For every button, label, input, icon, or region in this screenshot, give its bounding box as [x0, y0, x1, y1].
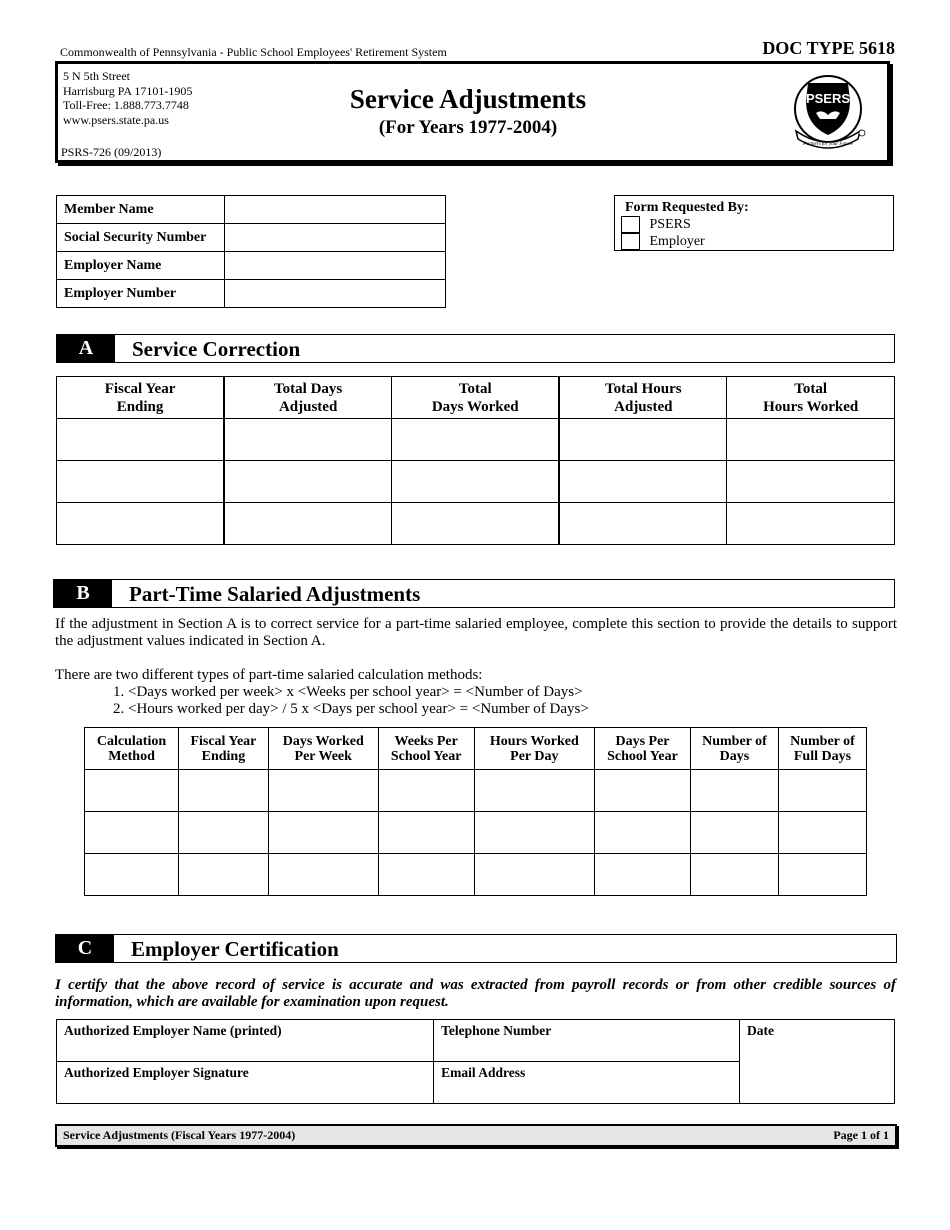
table-cell[interactable] — [594, 812, 690, 854]
table-cell[interactable] — [559, 461, 727, 503]
table-cell[interactable] — [268, 812, 378, 854]
table-row — [57, 252, 446, 280]
address-line: Harrisburg PA 17101-1905 — [63, 83, 193, 98]
psers-label: PSERS — [649, 216, 691, 232]
section-b-letter: B — [54, 580, 112, 607]
agency-name: Commonwealth of Pennsylvania - Public School Employees' Retirement System — [60, 45, 447, 59]
member-info-table — [56, 195, 446, 308]
table-cell[interactable] — [690, 770, 778, 812]
employer-name-label: Employer Name — [57, 252, 225, 280]
form-number: PSRS-726 (09/2013) — [61, 145, 162, 159]
section-c-title: Employer Certification — [131, 937, 339, 961]
table-cell[interactable] — [778, 812, 866, 854]
employer-label: Employer — [649, 233, 705, 249]
employer-name-field[interactable] — [225, 252, 446, 280]
table-cell[interactable] — [224, 419, 392, 461]
section-b-methods-intro: There are two different types of part-time salaried calculation methods: — [55, 667, 483, 683]
table-row — [57, 224, 446, 252]
table-cell[interactable] — [594, 770, 690, 812]
table-cell[interactable] — [778, 854, 866, 896]
telephone-field[interactable] — [434, 1020, 740, 1062]
table-cell[interactable] — [474, 770, 594, 812]
column-header: Days Per School Year — [594, 728, 690, 770]
table-cell[interactable] — [778, 770, 866, 812]
column-header: Total Hours Adjusted — [559, 377, 727, 419]
table-cell[interactable] — [57, 461, 225, 503]
table-cell[interactable] — [57, 419, 225, 461]
email-field[interactable] — [434, 1062, 740, 1104]
table-row — [57, 503, 895, 545]
address-line: 5 N 5th Street — [63, 69, 130, 83]
page-footer — [55, 1124, 897, 1147]
column-header: Weeks Per School Year — [378, 728, 474, 770]
table-cell[interactable] — [268, 770, 378, 812]
page-subtitle: (For Years 1977-2004) — [378, 117, 558, 138]
table-cell[interactable] — [85, 854, 179, 896]
employer-number-field[interactable] — [225, 280, 446, 308]
logo-motto: Partners for your Future — [803, 142, 853, 147]
address-line: Toll-Free: 1.888.773.7748 — [63, 98, 189, 112]
member-name-label: Member Name — [57, 196, 225, 224]
table-cell[interactable] — [378, 812, 474, 854]
page-title: Service Adjustments — [349, 84, 587, 114]
part-time-table — [84, 727, 867, 896]
form-header — [55, 61, 890, 163]
column-header: Hours Worked Per Day — [474, 728, 594, 770]
ssn-field[interactable] — [225, 224, 446, 252]
certification-statement: I certify that the above record of service is accurate and was extracted from payroll records or from other credible sources of information, which are available for examination upon request. — [55, 977, 896, 1010]
column-header: Number of Days — [690, 728, 778, 770]
logo-text: PSERS — [805, 91, 851, 106]
table-cell[interactable] — [559, 503, 727, 545]
table-cell[interactable] — [179, 770, 269, 812]
table-cell[interactable] — [268, 854, 378, 896]
table-cell[interactable] — [559, 419, 727, 461]
table-header-row — [85, 728, 867, 770]
column-header: Total Hours Worked — [727, 377, 895, 419]
table-cell[interactable] — [474, 812, 594, 854]
table-cell[interactable] — [224, 503, 392, 545]
method-1: 1. <Days worked per week> x <Weeks per school year> = <Number of Days> — [113, 684, 583, 700]
section-a-header — [56, 334, 895, 363]
column-header: Total Days Adjusted — [224, 377, 392, 419]
section-c-header — [55, 934, 897, 963]
employer-name-printed-field[interactable] — [57, 1020, 434, 1062]
form-requested-title: Form Requested By: — [625, 200, 749, 215]
telephone-label: Telephone Number — [441, 1023, 552, 1038]
table-cell[interactable] — [727, 461, 895, 503]
table-row — [85, 854, 867, 896]
table-cell[interactable] — [690, 812, 778, 854]
doc-type: DOC TYPE 5618 — [762, 38, 895, 58]
section-a-title: Service Correction — [132, 337, 301, 361]
table-cell[interactable] — [378, 854, 474, 896]
footer-title: Service Adjustments (Fiscal Years 1977-2004) — [63, 1128, 296, 1142]
table-row — [57, 196, 446, 224]
method-2: 2. <Hours worked per day> / 5 x <Days per school year> = <Number of Days> — [113, 701, 589, 717]
table-cell[interactable] — [57, 503, 225, 545]
ssn-label: Social Security Number — [57, 224, 225, 252]
table-cell[interactable] — [727, 419, 895, 461]
column-header: Total Days Worked — [392, 377, 560, 419]
employer-checkbox[interactable] — [621, 233, 640, 250]
table-row — [57, 419, 895, 461]
table-cell[interactable] — [85, 812, 179, 854]
column-header: Number of Full Days — [778, 728, 866, 770]
table-cell[interactable] — [594, 854, 690, 896]
certification-table — [56, 1019, 895, 1104]
table-cell[interactable] — [690, 854, 778, 896]
psers-checkbox[interactable] — [621, 216, 640, 233]
section-b-title: Part-Time Salaried Adjustments — [129, 582, 421, 606]
address-line: www.psers.state.pa.us — [63, 112, 169, 127]
service-correction-table — [56, 376, 895, 545]
table-row — [85, 770, 867, 812]
column-header: Fiscal Year Ending — [179, 728, 269, 770]
psers-logo — [788, 73, 868, 153]
agency-address — [63, 69, 192, 127]
table-cell[interactable] — [179, 854, 269, 896]
table-cell[interactable] — [392, 503, 560, 545]
table-row — [57, 1020, 895, 1062]
table-cell[interactable] — [392, 419, 560, 461]
column-header: Fiscal Year Ending — [57, 377, 225, 419]
table-cell[interactable] — [378, 770, 474, 812]
section-a-letter: A — [57, 335, 115, 362]
page-number: Page 1 of 1 — [833, 1128, 889, 1142]
table-cell[interactable] — [85, 770, 179, 812]
employer-name-printed-label: Authorized Employer Name (printed) — [64, 1023, 282, 1038]
table-row — [57, 280, 446, 308]
option-psers — [621, 216, 691, 233]
form-requested-box — [614, 195, 894, 251]
table-cell[interactable] — [224, 461, 392, 503]
date-label: Date — [746, 1023, 774, 1038]
option-employer — [621, 233, 705, 250]
table-cell[interactable] — [727, 503, 895, 545]
member-name-field[interactable] — [225, 196, 446, 224]
date-field[interactable] — [739, 1020, 894, 1104]
table-row — [57, 461, 895, 503]
employer-number-label: Employer Number — [57, 280, 225, 308]
section-b-header — [53, 579, 895, 608]
signature-label: Authorized Employer Signature — [64, 1065, 249, 1080]
signature-field[interactable] — [57, 1062, 434, 1104]
table-cell[interactable] — [179, 812, 269, 854]
email-label: Email Address — [441, 1065, 526, 1080]
section-b-instructions: If the adjustment in Section A is to correct service for a part-time salaried employee, complete this section to provide the details to support the adjustment values indicated in Section A. — [55, 616, 897, 649]
table-row — [85, 812, 867, 854]
table-header-row — [57, 377, 895, 419]
table-cell[interactable] — [474, 854, 594, 896]
column-header: Days Worked Per Week — [268, 728, 378, 770]
column-header: Calculation Method — [85, 728, 179, 770]
section-c-letter: C — [56, 935, 114, 962]
table-cell[interactable] — [392, 461, 560, 503]
